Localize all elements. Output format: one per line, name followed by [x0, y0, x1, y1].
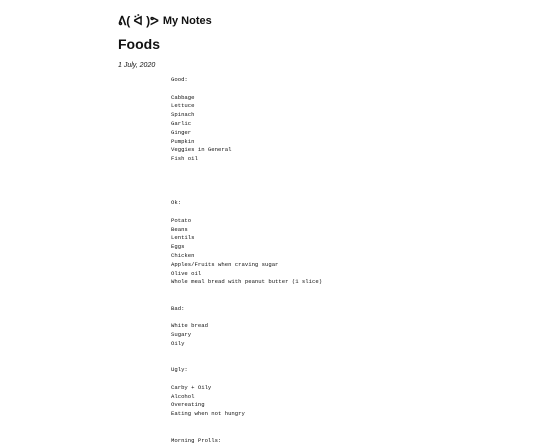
site-title-link[interactable]: My Notes: [162, 15, 212, 27]
blank-line: [171, 85, 531, 94]
list-item: Beans: [171, 225, 188, 233]
site-header: [118, 14, 212, 28]
post-content: [171, 76, 531, 445]
blank-line: [171, 173, 531, 182]
blank-line: [171, 208, 531, 217]
blank-line: [171, 419, 531, 428]
section-heading: Ok:: [171, 199, 182, 207]
note-section: [171, 437, 531, 445]
list-item: Lettuce: [171, 102, 195, 110]
section-heading: Morning Prolls:: [171, 436, 222, 444]
list-item: Eating when not hungry: [171, 410, 245, 418]
list-item: Chicken: [171, 251, 195, 259]
list-item: Spinach: [171, 111, 195, 119]
list-item: Olive oil: [171, 269, 202, 277]
blank-line: [171, 375, 531, 384]
site-logo[interactable]: ᕕ( ᐛ )ᕗ: [118, 14, 159, 28]
list-item: Eggs: [171, 243, 185, 251]
list-item: Cabbage: [171, 93, 195, 101]
list-item: Overeating: [171, 401, 205, 409]
list-item: Garlic: [171, 119, 192, 127]
list-item: Apples/Fruits when craving sugar: [171, 260, 279, 268]
list-item: Whole meal bread with peanut butter (1 slice): [171, 278, 323, 286]
note-section: [171, 366, 531, 436]
list-item: Sugary: [171, 331, 192, 339]
list-item: Potato: [171, 216, 192, 224]
blank-line: [171, 164, 531, 173]
list-item: Fish oil: [171, 155, 198, 163]
note-section: [171, 199, 531, 305]
list-item: Lentils: [171, 234, 195, 242]
section-heading: Good:: [171, 76, 188, 83]
post-date: 1 July, 2020: [118, 62, 156, 69]
blank-line: [171, 296, 531, 305]
list-item: Pumpkin: [171, 137, 195, 145]
section-heading: Ugly:: [171, 366, 188, 374]
list-item: Alcohol: [171, 392, 195, 400]
blank-line: [171, 182, 531, 191]
blank-line: [171, 428, 531, 437]
section-heading: Bad:: [171, 304, 185, 312]
blank-line: [171, 314, 531, 323]
blank-line: [171, 349, 531, 358]
list-item: White bread: [171, 322, 208, 330]
blank-line: [171, 287, 531, 296]
list-item: Oily: [171, 339, 185, 347]
list-item: Veggies in General: [171, 146, 232, 154]
list-item: Carby + Oily: [171, 383, 212, 391]
page-title: Foods: [118, 36, 160, 52]
note-section: [171, 76, 531, 199]
blank-line: [171, 190, 531, 199]
list-item: Ginger: [171, 128, 192, 136]
blank-line: [171, 358, 531, 367]
note-section: [171, 305, 531, 367]
